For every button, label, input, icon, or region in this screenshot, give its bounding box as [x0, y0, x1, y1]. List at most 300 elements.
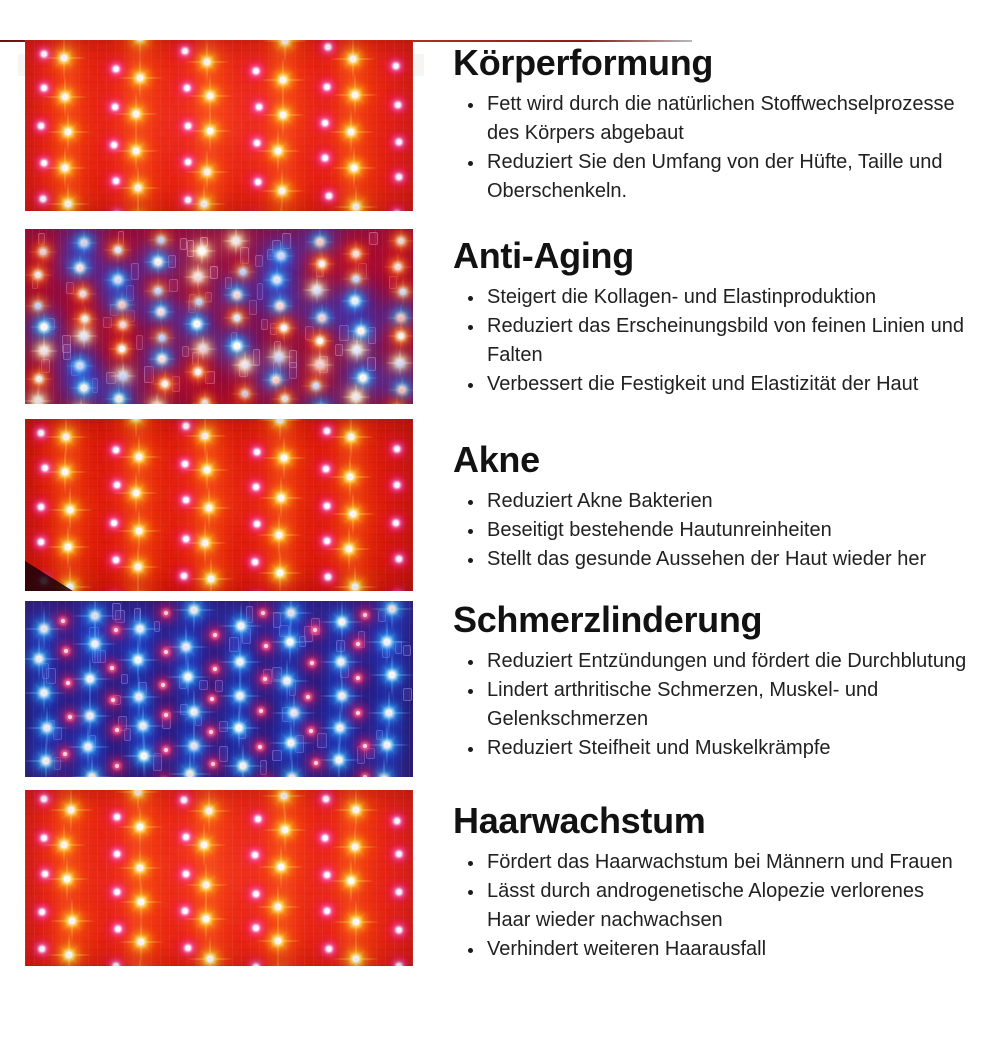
led-dot [256, 817, 261, 822]
led-core [120, 373, 126, 379]
led-core [135, 454, 142, 461]
led-core [384, 638, 391, 645]
led-dot [39, 540, 44, 545]
led-dot [182, 49, 187, 54]
led-core [68, 917, 75, 924]
led-core [234, 343, 241, 350]
led-dot-red [164, 650, 168, 654]
led-core [237, 623, 244, 630]
led-core [41, 690, 48, 697]
led-ray [115, 198, 161, 211]
led-ray [223, 401, 253, 404]
led-core [234, 315, 240, 321]
led-core [242, 362, 248, 368]
circuit-component [289, 362, 297, 379]
led-core [290, 710, 297, 717]
led-core [359, 375, 366, 382]
benefit-item: • Verhindert weiteren Haarausfall [485, 935, 969, 964]
circuit-component [131, 263, 140, 280]
led-core [114, 277, 121, 284]
led-ray [382, 395, 412, 404]
led-dot [397, 927, 402, 932]
benefit-item: • Reduziert Entzündungen und fördert die Durchblutung [485, 647, 969, 676]
led-strip-glow [337, 40, 367, 211]
led-dot-red [306, 695, 310, 699]
circuit-component [403, 645, 411, 655]
circuit-component [305, 326, 314, 341]
led-core [398, 386, 405, 393]
led-core [137, 74, 144, 81]
led-core [91, 613, 98, 620]
led-dot [41, 52, 46, 57]
benefit-list [453, 90, 973, 206]
led-strip-glow [267, 419, 297, 591]
circuit-component [41, 359, 50, 372]
led-core [199, 248, 205, 254]
led-core [41, 348, 47, 354]
circuit-component [229, 637, 239, 651]
circuit-component [106, 372, 116, 384]
circuit-component [339, 325, 348, 341]
led-core [139, 722, 146, 729]
circuit-component [260, 760, 267, 775]
led-core [381, 775, 388, 777]
circuit-component [336, 640, 345, 652]
led-core [84, 743, 91, 750]
circuit-component [187, 240, 194, 257]
circuit-component [53, 727, 62, 740]
led-dot [184, 872, 189, 877]
benefit-item: • Lässt durch androgenetische Alopezie verlorenes Haar wieder nachwachsen [485, 877, 969, 935]
led-core [206, 505, 213, 512]
led-strip-glow [267, 40, 297, 211]
led-ray [306, 395, 336, 404]
led-dot [42, 466, 47, 471]
led-ray [66, 397, 96, 404]
led-core [200, 346, 206, 352]
led-core [279, 112, 286, 119]
led-core [233, 292, 240, 299]
led-dot [395, 818, 400, 823]
circuit-component [376, 730, 383, 740]
led-core [158, 309, 165, 316]
led-core [207, 92, 214, 99]
led-core [280, 76, 287, 83]
led-dot [185, 159, 190, 164]
circuit-component [272, 667, 282, 681]
led-core [275, 532, 282, 539]
benefit-section-haarwachstum [25, 790, 1000, 966]
led-dot [39, 431, 44, 436]
circuit-component [219, 746, 228, 762]
led-core [135, 185, 142, 192]
led-dot [253, 559, 258, 564]
led-dot [40, 910, 45, 915]
led-dot-red [110, 666, 114, 670]
led-core [201, 841, 208, 848]
circuit-component [289, 350, 297, 368]
led-core [115, 396, 122, 403]
led-core [186, 770, 193, 777]
led-dot [41, 197, 46, 202]
led-dot [113, 104, 118, 109]
circuit-component [54, 757, 61, 770]
led-core [317, 362, 323, 368]
led-dot [113, 964, 118, 966]
circuit-component [282, 233, 291, 248]
led-dot-red [115, 764, 119, 768]
led-core [162, 381, 168, 387]
circuit-component [299, 636, 306, 647]
led-dot-red [61, 619, 65, 623]
led-ray-diagonal [308, 397, 333, 404]
led-dot-red [356, 676, 360, 680]
led-dot [115, 890, 120, 895]
led-core [36, 376, 42, 382]
led-core [288, 740, 295, 747]
led-ray [268, 601, 314, 636]
infographic-canvas [0, 40, 1000, 1040]
led-core [352, 297, 359, 304]
led-ray-diagonal [116, 419, 156, 437]
led-core [190, 606, 197, 613]
circuit-component [172, 376, 180, 392]
led-core [240, 269, 246, 275]
led-core [67, 806, 74, 813]
section-title: Haarwachstum [453, 800, 706, 841]
benefit-list [453, 487, 973, 574]
led-ray [142, 392, 172, 404]
benefit-item: • Verbessert die Festigkeit und Elastizität der Haut [485, 370, 969, 399]
led-core [195, 369, 201, 375]
circuit-component [180, 704, 188, 715]
led-core [240, 762, 247, 769]
led-core [277, 864, 284, 871]
led-core [276, 569, 283, 576]
led-core [158, 237, 164, 243]
led-core [395, 264, 401, 270]
led-core [67, 506, 74, 513]
led-core [398, 238, 404, 244]
led-core [233, 238, 239, 244]
led-core [288, 775, 295, 777]
led-core [347, 433, 354, 440]
circuit-component [118, 716, 127, 731]
led-dot [183, 537, 188, 542]
led-panel-photo-koerperformung [25, 40, 413, 211]
circuit-component [215, 680, 223, 692]
led-ray [269, 755, 315, 777]
led-core [352, 918, 359, 925]
led-dot [113, 67, 118, 72]
circuit-component [189, 294, 196, 310]
benefit-item: • Reduziert Akne Bakterien [485, 487, 969, 516]
led-dot [42, 871, 47, 876]
led-core [136, 40, 143, 42]
led-core [203, 916, 210, 923]
led-core [353, 394, 359, 400]
circuit-component [136, 335, 144, 350]
led-dot [324, 84, 329, 89]
led-core [314, 287, 320, 293]
led-panel-photo-schmerzlinderung [25, 601, 413, 777]
led-dot [42, 797, 47, 802]
led-core [184, 674, 191, 681]
benefit-item: • Steigert die Kollagen- und Elastinproduktion [485, 283, 969, 312]
led-ray-diagonal [144, 395, 169, 404]
led-dot [112, 520, 117, 525]
led-dot [114, 178, 119, 183]
led-dot [254, 450, 259, 455]
circuit-component [358, 263, 366, 279]
led-dot-red [363, 613, 367, 617]
led-core [274, 276, 281, 283]
led-dot-red [164, 611, 168, 615]
circuit-component [182, 346, 189, 358]
led-core [275, 148, 282, 155]
led-core [119, 346, 125, 352]
led-dot [322, 120, 327, 125]
led-dot [396, 851, 401, 856]
circuit-component [124, 728, 130, 741]
led-dot [324, 909, 329, 914]
led-core [92, 640, 99, 647]
led-core [80, 384, 87, 391]
led-core [132, 419, 139, 421]
led-strip-glow [267, 790, 297, 966]
led-core [118, 301, 125, 308]
led-dot [182, 798, 187, 803]
led-core [135, 790, 142, 795]
led-dot-red [263, 677, 267, 681]
led-dot [254, 925, 259, 930]
led-dot [324, 503, 329, 508]
benefit-section-schmerzlinderung [25, 601, 1000, 777]
led-core [61, 93, 68, 100]
led-core [61, 841, 68, 848]
led-core [274, 938, 281, 945]
led-dot [324, 872, 329, 877]
circuit-component [103, 317, 112, 327]
led-core [242, 391, 248, 397]
led-core [236, 692, 243, 699]
led-dot-red [309, 729, 313, 733]
circuit-component [199, 680, 208, 690]
led-core [62, 164, 69, 171]
led-core [40, 249, 46, 255]
section-text [453, 790, 973, 964]
circuit-component [378, 610, 386, 622]
led-dot [39, 124, 44, 129]
circuit-component [272, 750, 282, 761]
led-dot [395, 483, 400, 488]
led-ray [258, 203, 304, 211]
led-core [141, 753, 148, 760]
led-core [281, 792, 288, 799]
led-core [349, 55, 356, 62]
led-ray [46, 932, 92, 966]
led-dot [396, 889, 401, 894]
circuit-component [153, 753, 162, 771]
led-core [350, 164, 357, 171]
circuit-component [304, 626, 313, 642]
led-dot [255, 141, 260, 146]
led-core [288, 610, 295, 617]
led-dot [255, 180, 260, 185]
led-dot-red [63, 752, 67, 756]
led-dot [395, 447, 400, 452]
circuit-component [389, 276, 397, 289]
led-dot [325, 539, 330, 544]
led-dot-red [259, 709, 263, 713]
led-core [61, 55, 68, 62]
led-core [87, 676, 94, 683]
led-dot [185, 124, 190, 129]
led-core [190, 709, 197, 716]
led-core [237, 658, 244, 665]
led-ray [361, 756, 407, 777]
led-strip-glow [337, 419, 367, 591]
led-core [136, 823, 143, 830]
led-core [276, 354, 282, 360]
led-core [81, 333, 87, 339]
circuit-component [118, 231, 124, 247]
circuit-component [195, 715, 202, 726]
led-core [349, 510, 356, 517]
circuit-component [279, 625, 289, 637]
led-core [206, 807, 213, 814]
benefit-section-akne [25, 419, 1000, 591]
led-ray [117, 956, 163, 966]
benefit-item: • Reduziert Sie den Umfang von der Hüfte, Taille und Oberschenkeln. [485, 148, 969, 206]
circuit-component [240, 247, 249, 264]
led-ray [341, 382, 371, 404]
led-panel-photo-akne [25, 419, 413, 591]
led-dot-red [314, 761, 318, 765]
circuit-component [270, 323, 277, 336]
led-dot-red [209, 730, 213, 734]
led-core [352, 807, 359, 814]
led-dot [114, 483, 119, 488]
section-title: Körperformung [453, 42, 714, 83]
led-core [354, 347, 360, 353]
led-ray-diagonal [69, 399, 94, 404]
led-core [41, 323, 48, 330]
led-core [277, 495, 284, 502]
led-dot [397, 174, 402, 179]
led-dot [182, 574, 187, 579]
led-dot [325, 575, 330, 580]
led-ray-diagonal [119, 583, 159, 591]
led-core [357, 327, 364, 334]
benefit-list [453, 848, 973, 964]
led-core [317, 338, 323, 344]
led-core [348, 878, 355, 885]
circuit-component [32, 278, 38, 289]
led-dot-red [115, 728, 119, 732]
led-core [353, 251, 359, 257]
led-dot [42, 835, 47, 840]
led-core [400, 289, 406, 295]
led-core [81, 239, 88, 246]
circuit-component [357, 746, 365, 764]
led-core [195, 274, 201, 280]
led-core [134, 656, 141, 663]
led-core [336, 757, 343, 764]
led-dot [42, 160, 47, 165]
led-core [158, 355, 165, 362]
led-core [346, 474, 353, 481]
led-core [385, 710, 392, 717]
led-core [77, 362, 84, 369]
led-core [44, 724, 51, 731]
circuit-component [253, 349, 260, 367]
led-dot-red [114, 628, 118, 632]
led-ray-diagonal [118, 201, 158, 211]
circuit-component [126, 285, 134, 301]
led-dot-red [164, 748, 168, 752]
led-ray-diagonal [258, 959, 298, 966]
led-dot [253, 853, 258, 858]
section-title: Anti-Aging [453, 235, 634, 276]
led-dot [326, 44, 331, 49]
led-core [388, 672, 395, 679]
led-core [193, 321, 200, 328]
led-core [43, 757, 50, 764]
led-dot [182, 909, 187, 914]
led-dot-red [261, 611, 265, 615]
circuit-component [340, 664, 349, 678]
led-core [133, 489, 140, 496]
led-dot-red [68, 715, 72, 719]
led-core [398, 333, 404, 339]
led-core [65, 543, 72, 550]
led-dot [255, 521, 260, 526]
circuit-component [154, 621, 161, 632]
led-core [159, 335, 165, 341]
circuit-component [92, 378, 99, 393]
circuit-component [180, 238, 187, 250]
led-core [351, 843, 358, 850]
led-core [281, 826, 288, 833]
led-core [348, 129, 355, 136]
circuit-component [92, 648, 101, 663]
circuit-component [89, 627, 99, 639]
led-dot [184, 423, 189, 428]
led-core [135, 564, 142, 571]
circuit-component [112, 603, 121, 620]
benefit-item: • Reduziert das Erscheinungsbild von feinen Linien und Falten [485, 312, 969, 370]
led-dot-red [356, 642, 360, 646]
led-core [207, 576, 214, 583]
led-dot-red [313, 628, 317, 632]
circuit-component [62, 335, 71, 352]
circuit-component [134, 608, 141, 622]
circuit-component [188, 300, 195, 313]
led-core [201, 432, 208, 439]
led-core [236, 724, 243, 731]
led-core [64, 129, 71, 136]
led-ray-diagonal [120, 40, 160, 58]
circuit-component [144, 366, 154, 382]
led-core [272, 376, 279, 383]
led-core [201, 539, 208, 546]
sections-container [0, 40, 1000, 966]
led-core [35, 398, 41, 404]
led-dot [325, 428, 330, 433]
led-core [281, 325, 287, 331]
led-dot-red [264, 644, 268, 648]
